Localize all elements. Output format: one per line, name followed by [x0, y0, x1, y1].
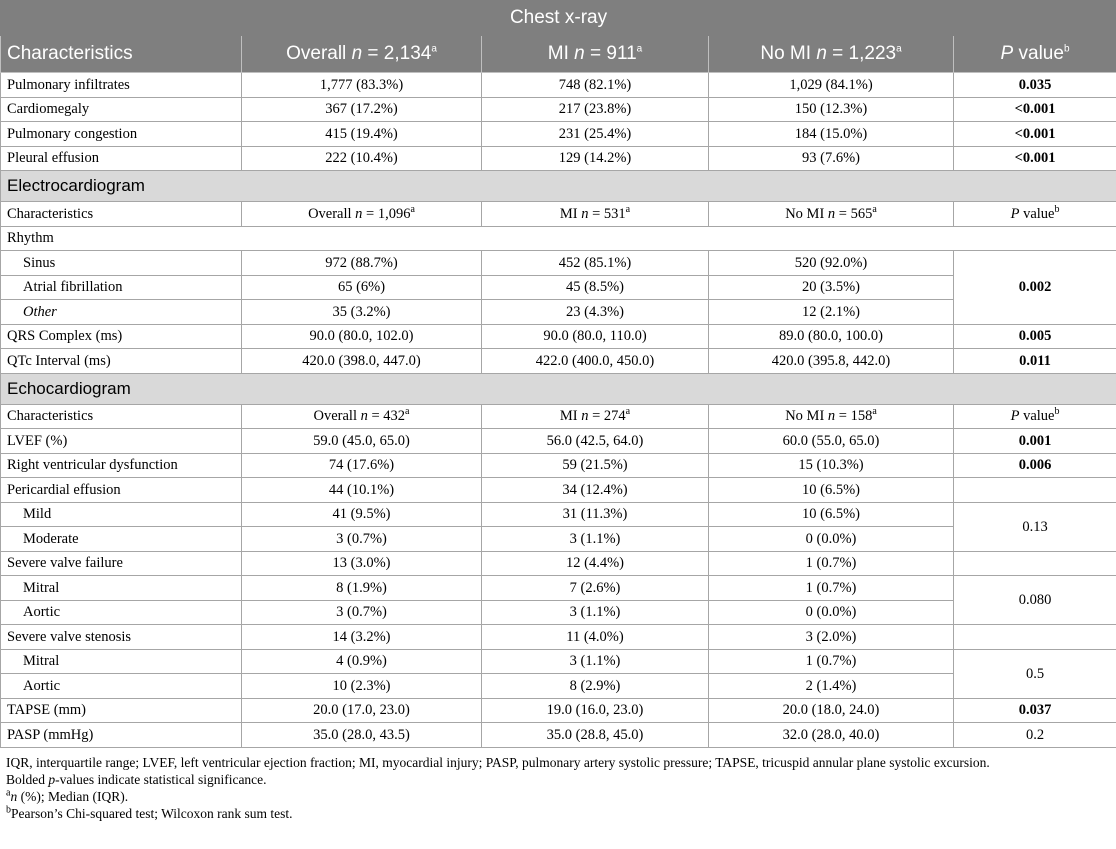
col-characteristics: Characteristics	[1, 36, 242, 73]
section-row-ecg	[1, 171, 1116, 202]
column-header-row	[1, 36, 1116, 73]
section-row-echo	[1, 373, 1116, 404]
cell-no-mi: 10 (6.5%)	[709, 478, 954, 503]
row-label: QTc Interval (ms)	[1, 349, 242, 374]
cell-p-value: 0.5	[954, 649, 1116, 698]
row-label: PASP (mmHg)	[1, 723, 242, 748]
cell-mi: 31 (11.3%)	[482, 502, 709, 527]
table-row	[1, 453, 1116, 478]
cell-mi: 8 (2.9%)	[482, 674, 709, 699]
table-row	[1, 97, 1116, 122]
cell-p-value: 0.011	[954, 349, 1116, 374]
cell-overall: 415 (19.4%)	[242, 122, 482, 147]
footnote-b: $^b$Pearson’s Chi-squared test; Wilcoxon rank sum test.	[6, 804, 293, 821]
section-title: Echocardiogram	[1, 373, 1116, 404]
row-label: Severe valve failure	[1, 551, 242, 576]
cell-overall: 44 (10.1%)	[242, 478, 482, 503]
row-label: Pericardial effusion	[1, 478, 242, 503]
table-row	[1, 723, 1116, 748]
table-row	[1, 600, 1116, 625]
table-row	[1, 551, 1116, 576]
cell-mi: 748 (82.1%)	[482, 73, 709, 98]
cell-p-value: 0.002	[954, 251, 1116, 325]
sub-col-overall: Overall n = 1,096$^a$	[242, 202, 482, 227]
cell-overall: 367 (17.2%)	[242, 97, 482, 122]
sub-col-mi: MI $n = 274^a$	[482, 404, 709, 429]
col-overall: Overall n = 2,134$^a$	[242, 36, 482, 73]
cell-overall: 222 (10.4%)	[242, 146, 482, 171]
cell-no-mi: 0 (0.0%)	[709, 527, 954, 552]
cell-no-mi: 60.0 (55.0, 65.0)	[709, 429, 954, 454]
cell-no-mi: 93 (7.6%)	[709, 146, 954, 171]
table-row	[1, 122, 1116, 147]
cell-overall: 90.0 (80.0, 102.0)	[242, 324, 482, 349]
cell-no-mi: 3 (2.0%)	[709, 625, 954, 650]
table-row	[1, 300, 1116, 325]
cell-p-value: 0.080	[954, 576, 1116, 625]
row-label-rhythm: Rhythm	[1, 226, 1116, 251]
cell-overall: 972 (88.7%)	[242, 251, 482, 276]
table-row	[1, 502, 1116, 527]
sub-col-p-value: P value$^b$	[954, 202, 1116, 227]
table-row	[1, 674, 1116, 699]
cell-no-mi: 2 (1.4%)	[709, 674, 954, 699]
col-mi: MI $n = 911^a$	[482, 36, 709, 73]
cell-no-mi: 20.0 (18.0, 24.0)	[709, 698, 954, 723]
table-row	[1, 698, 1116, 723]
cell-overall: 8 (1.9%)	[242, 576, 482, 601]
table-row	[1, 649, 1116, 674]
table-footnotes	[0, 748, 1116, 822]
row-label: Severe valve stenosis	[1, 625, 242, 650]
cell-mi: 11 (4.0%)	[482, 625, 709, 650]
cell-overall: 3 (0.7%)	[242, 527, 482, 552]
cell-overall: 13 (3.0%)	[242, 551, 482, 576]
title-row	[1, 1, 1116, 36]
row-label: LVEF (%)	[1, 429, 242, 454]
cell-mi: 3 (1.1%)	[482, 527, 709, 552]
cell-no-mi: 20 (3.5%)	[709, 275, 954, 300]
cell-p-value: 0.13	[954, 502, 1116, 551]
row-label: QRS Complex (ms)	[1, 324, 242, 349]
cell-no-mi: 1 (0.7%)	[709, 551, 954, 576]
table-row	[1, 429, 1116, 454]
sub-col-characteristics: Characteristics	[1, 202, 242, 227]
cell-overall: 1,777 (83.3%)	[242, 73, 482, 98]
row-label: Other	[1, 300, 242, 325]
cell-overall: 35 (3.2%)	[242, 300, 482, 325]
cell-mi: 56.0 (42.5, 64.0)	[482, 429, 709, 454]
cell-no-mi: 420.0 (395.8, 442.0)	[709, 349, 954, 374]
sub-col-no-mi: No MI $n = 158^a$	[709, 404, 954, 429]
cell-p-value: 0.005	[954, 324, 1116, 349]
cell-mi: 231 (25.4%)	[482, 122, 709, 147]
table-row	[1, 275, 1116, 300]
cell-mi: 23 (4.3%)	[482, 300, 709, 325]
cell-overall: 420.0 (398.0, 447.0)	[242, 349, 482, 374]
cell-overall: 14 (3.2%)	[242, 625, 482, 650]
row-label: Mild	[1, 502, 242, 527]
cell-p-value: 0.2	[954, 723, 1116, 748]
cell-p-value: <0.001	[954, 146, 1116, 171]
row-label: Atrial fibrillation	[1, 275, 242, 300]
cell-p-value: <0.001	[954, 97, 1116, 122]
cell-p-value: 0.006	[954, 453, 1116, 478]
cell-mi: 452 (85.1%)	[482, 251, 709, 276]
row-label: Moderate	[1, 527, 242, 552]
row-label: Sinus	[1, 251, 242, 276]
row-label: Aortic	[1, 674, 242, 699]
sub-col-overall: Overall $n = 432^a$	[242, 404, 482, 429]
cell-overall: 3 (0.7%)	[242, 600, 482, 625]
subheader-row	[1, 404, 1116, 429]
footnote-abbreviations: IQR, interquartile range; LVEF, left ventricular ejection fraction; MI, myocardial injury; PASP, pulmonary artery systolic pressure; TAPSE, tricuspid annular plane systolic excursion.	[6, 754, 990, 770]
table-row	[1, 478, 1116, 503]
table-row	[1, 146, 1116, 171]
table-row	[1, 349, 1116, 374]
cell-mi: 129 (14.2%)	[482, 146, 709, 171]
cell-p-value	[954, 478, 1116, 503]
cell-mi: 217 (23.8%)	[482, 97, 709, 122]
table-row	[1, 226, 1116, 251]
cell-overall: 74 (17.6%)	[242, 453, 482, 478]
cell-mi: 19.0 (16.0, 23.0)	[482, 698, 709, 723]
cell-mi: 3 (1.1%)	[482, 649, 709, 674]
table-row	[1, 324, 1116, 349]
col-p-value: P value$^b$	[954, 36, 1116, 73]
cell-p-value: <0.001	[954, 122, 1116, 147]
cell-p-value: 0.001	[954, 429, 1116, 454]
cell-no-mi: 15 (10.3%)	[709, 453, 954, 478]
cell-overall: 41 (9.5%)	[242, 502, 482, 527]
footnote-a: $^a$n (%); Median (IQR).	[6, 787, 129, 804]
sub-col-p-value: P value$^b$	[954, 404, 1116, 429]
cell-overall: 20.0 (17.0, 23.0)	[242, 698, 482, 723]
cell-mi: 35.0 (28.8, 45.0)	[482, 723, 709, 748]
cell-no-mi: 520 (92.0%)	[709, 251, 954, 276]
row-label: Cardiomegaly	[1, 97, 242, 122]
sub-col-characteristics: Characteristics	[1, 404, 242, 429]
row-label: Right ventricular dysfunction	[1, 453, 242, 478]
row-label: Mitral	[1, 649, 242, 674]
cell-overall: 4 (0.9%)	[242, 649, 482, 674]
cell-mi: 45 (8.5%)	[482, 275, 709, 300]
row-label: Pleural effusion	[1, 146, 242, 171]
cell-overall: 35.0 (28.0, 43.5)	[242, 723, 482, 748]
cell-no-mi: 10 (6.5%)	[709, 502, 954, 527]
cell-no-mi: 1 (0.7%)	[709, 576, 954, 601]
cell-no-mi: 32.0 (28.0, 40.0)	[709, 723, 954, 748]
cell-p-value	[954, 551, 1116, 576]
row-label: TAPSE (mm)	[1, 698, 242, 723]
cell-no-mi: 184 (15.0%)	[709, 122, 954, 147]
cell-mi: 34 (12.4%)	[482, 478, 709, 503]
row-label: Mitral	[1, 576, 242, 601]
cell-overall: 65 (6%)	[242, 275, 482, 300]
sub-col-no-mi: No MI $n = 565^a$	[709, 202, 954, 227]
cell-p-value	[954, 625, 1116, 650]
cell-mi: 7 (2.6%)	[482, 576, 709, 601]
cell-p-value: 0.037	[954, 698, 1116, 723]
cell-no-mi: 12 (2.1%)	[709, 300, 954, 325]
cell-overall: 10 (2.3%)	[242, 674, 482, 699]
cell-mi: 59 (21.5%)	[482, 453, 709, 478]
cell-overall: 59.0 (45.0, 65.0)	[242, 429, 482, 454]
col-no-mi: No MI n = 1,223$^a$	[709, 36, 954, 73]
cell-mi: 12 (4.4%)	[482, 551, 709, 576]
sub-col-mi: MI $n = 531^a$	[482, 202, 709, 227]
cell-no-mi: 0 (0.0%)	[709, 600, 954, 625]
row-label: Pulmonary infiltrates	[1, 73, 242, 98]
cell-no-mi: 150 (12.3%)	[709, 97, 954, 122]
row-label: Aortic	[1, 600, 242, 625]
cell-mi: 90.0 (80.0, 110.0)	[482, 324, 709, 349]
cell-no-mi: 1,029 (84.1%)	[709, 73, 954, 98]
cell-p-value: 0.035	[954, 73, 1116, 98]
table-row	[1, 527, 1116, 552]
table-title: Chest x-ray	[1, 1, 1116, 36]
cell-mi: 3 (1.1%)	[482, 600, 709, 625]
table-row	[1, 576, 1116, 601]
table-row	[1, 625, 1116, 650]
section-title: Electrocardiogram	[1, 171, 1116, 202]
cell-no-mi: 1 (0.7%)	[709, 649, 954, 674]
footnote-bold: Bolded p-values indicate statistical significance.	[6, 771, 267, 787]
table-row	[1, 251, 1116, 276]
cell-mi: 422.0 (400.0, 450.0)	[482, 349, 709, 374]
cell-no-mi: 89.0 (80.0, 100.0)	[709, 324, 954, 349]
subheader-row	[1, 202, 1116, 227]
row-label: Pulmonary congestion	[1, 122, 242, 147]
table-row	[1, 73, 1116, 98]
